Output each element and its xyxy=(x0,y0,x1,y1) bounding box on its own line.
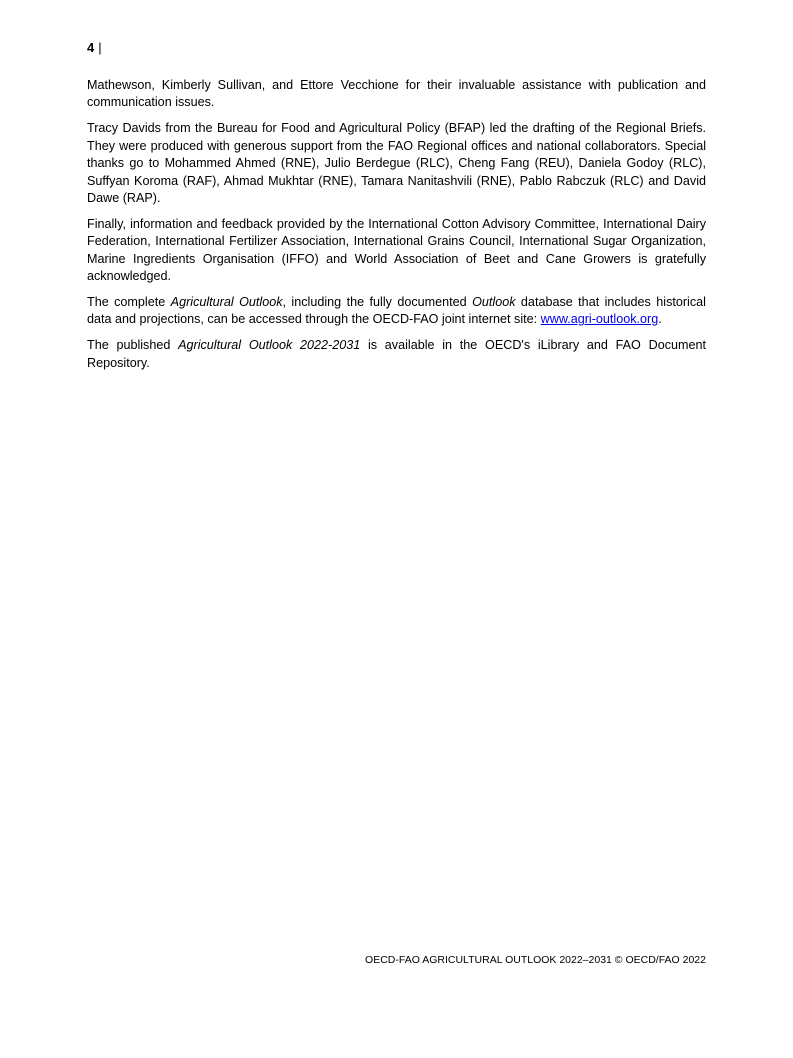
text-segment: database that includes historical data and projections, can be accessed through the OECD-FAO joint internet site: xyxy=(87,294,706,327)
page-footer: OECD-FAO AGRICULTURAL OUTLOOK 2022–2031 © OECD/FAO 2022 xyxy=(365,954,706,966)
body-text xyxy=(87,77,706,381)
text-segment: The published xyxy=(87,338,179,353)
agri-outlook-link[interactable]: www.agri-outlook.org xyxy=(540,312,659,327)
paragraph-regional-briefs: Tracy Davids from the Bureau for Food and Agricultural Policy (BFAP) led the drafting of the Regional Briefs. They were produced with generous support from the FAO Regional offices and national collaborators. Special thanks go to Mohammed Ahmed (RNE), Julio Berdegue (RLC), Cheng Fang (REU), Daniela Godoy (RLC), Suffyan Koroma (RAF), Ahmad Mukhtar (RNE), Tamara Nanitashvili (RNE), Pablo Rabczuk (RLC) and David Dawe (RAP). xyxy=(87,121,706,205)
text-segment: . xyxy=(658,312,662,327)
italic-title: Outlook xyxy=(472,294,516,309)
page-number: 4 xyxy=(87,40,95,55)
paragraph-publication-thanks: Mathewson, Kimberly Sullivan, and Ettore Vecchione for their invaluable assistance with publication and communication issues. xyxy=(87,78,706,110)
text-segment: is available in the OECD's iLibrary and FAO Document Repository. xyxy=(87,338,706,370)
page-header xyxy=(87,40,102,56)
paragraph-outlook-access xyxy=(87,294,706,329)
text-segment: , including the fully documented xyxy=(282,294,473,309)
paragraph-feedback-acknowledgement: Finally, information and feedback provided by the International Cotton Advisory Committee, International Dairy Federation, International Fertilizer Association, International Grains Council, International Sugar Organization, Marine Ingredients Organisation (IFFO) and World Association of Beet and Cane Growers is gratefully acknowledged. xyxy=(87,216,706,284)
paragraph-publication-availability xyxy=(87,337,706,372)
header-separator: | xyxy=(98,40,102,55)
italic-title: Agricultural Outlook 2022-2031 xyxy=(178,338,361,353)
italic-title: Agricultural Outlook xyxy=(170,294,283,309)
text-segment: The complete xyxy=(87,294,171,309)
